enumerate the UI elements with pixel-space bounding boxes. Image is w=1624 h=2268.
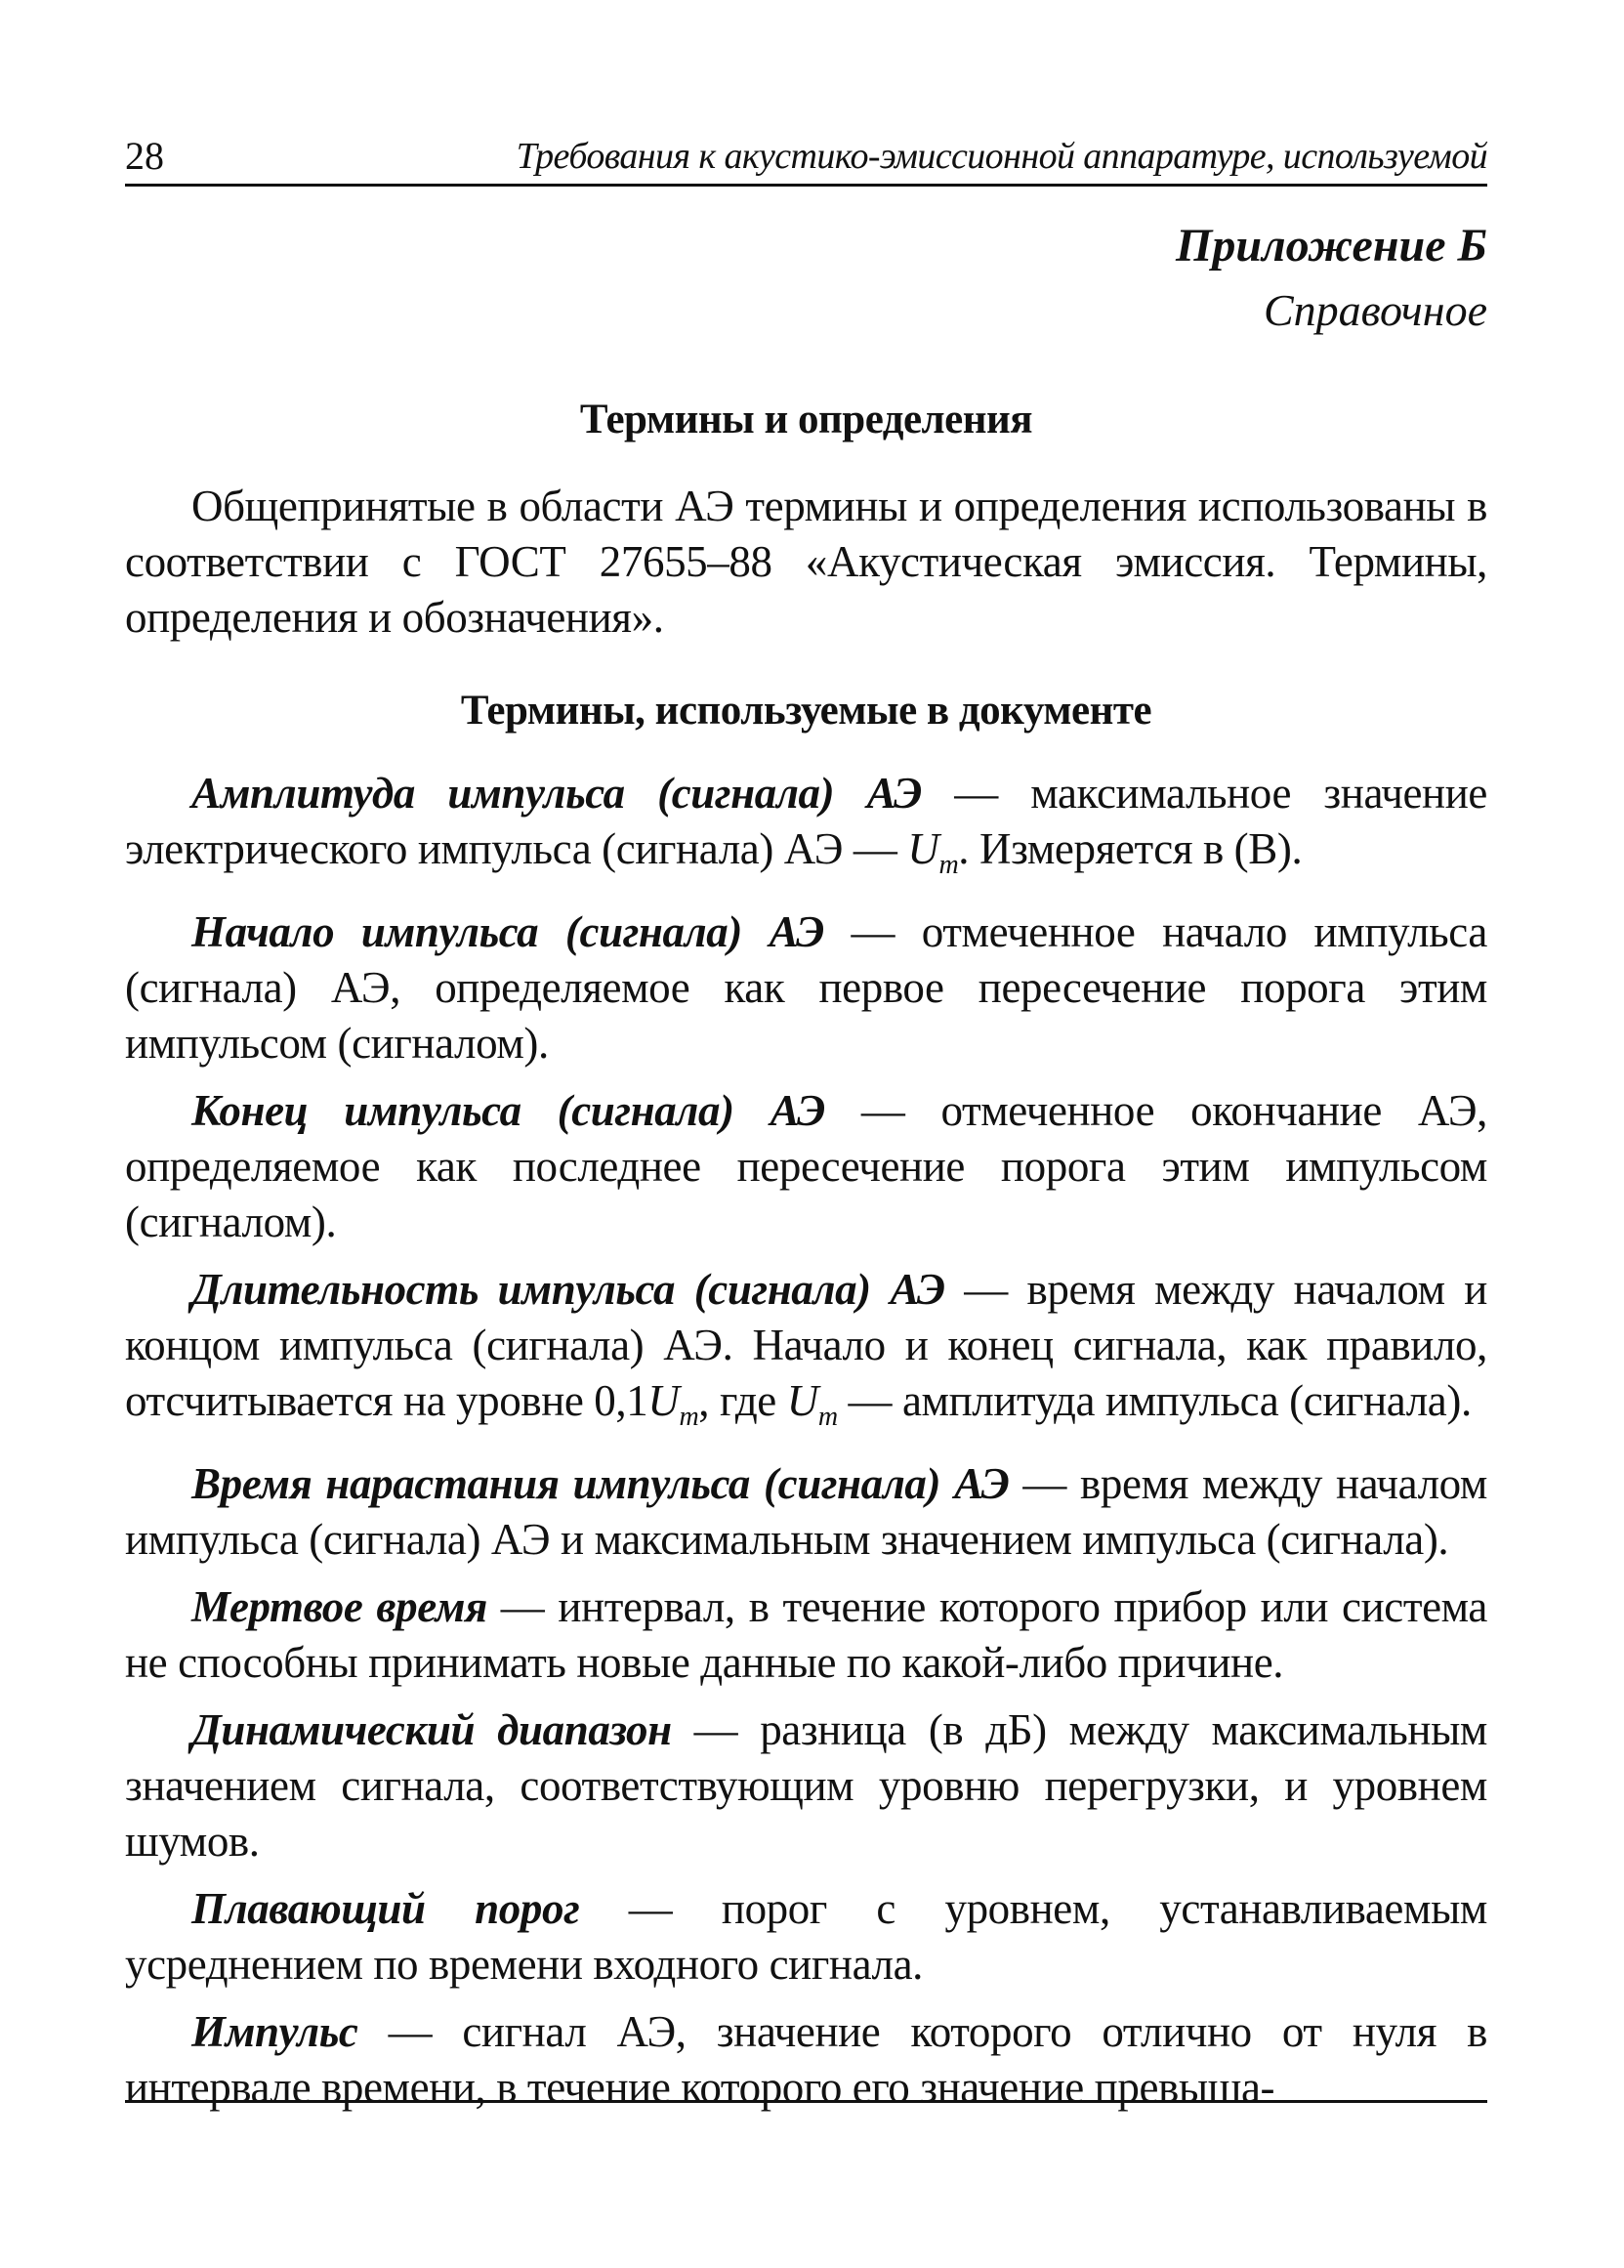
section-heading-terms-and-definitions: Термины и определения	[579, 397, 1033, 442]
appendix-title: Приложение Б	[1176, 220, 1487, 272]
appendix-label	[125, 214, 1487, 343]
page	[125, 125, 1487, 2127]
definition-text: — порог с уровнем, устанавливаемым усреднением по времени входного сигнала.	[125, 1884, 1487, 1989]
definition-term: Время нарастания импульса (сигнала) АЭ	[191, 1459, 1010, 1508]
definition-term: Амплитуда импульса (сигнала) АЭ	[191, 769, 922, 818]
definition-text: — время между началом импульса (сигнала) АЭ и максимальным значением импульса (сигнала).	[125, 1459, 1487, 1564]
running-title: Требования к акустико-эмиссионной аппаратуре, используемой	[516, 136, 1487, 177]
definition-term: Начало импульса (сигнала) АЭ	[191, 907, 824, 956]
definition-text: — максимальное значение электрического импульса (сигнала) АЭ —	[125, 769, 1487, 873]
definition-text: — время между началом и концом импульса (сигнала) АЭ. Начало и конец сигнала, как правило, отсчитывается на уровне 0,1	[125, 1265, 1487, 1425]
footer-rule	[125, 2100, 1487, 2103]
symbol-u: $U_m$	[647, 1376, 699, 1432]
definition-item	[125, 1083, 1487, 1250]
symbol-u: $U_m$	[786, 1376, 838, 1432]
definition-item	[125, 1702, 1487, 1869]
definition-item	[125, 1881, 1487, 1993]
appendix-subtitle: Справочное	[1263, 285, 1487, 335]
definition-item	[125, 766, 1487, 893]
running-header	[125, 125, 1487, 187]
definition-item	[125, 1262, 1487, 1445]
definition-text: — сигнал АЭ, значение которого отлично от нуля в интервале времени, в течение которого его значение превыша-	[125, 2007, 1487, 2112]
page-number: 28	[125, 134, 164, 178]
intro-paragraph: Общепринятые в области АЭ термины и определения использованы в соответствии с ГОСТ 27655–88 «Акустическая эмиссия. Термины, определения и обозначения».	[125, 482, 1487, 642]
definition-text: — отмеченное начало импульса (сигнала) АЭ, определяемое как первое пересечение порога этим импульсом (сигналом).	[125, 907, 1487, 1068]
definition-term: Мертвое время	[191, 1582, 487, 1631]
definition-term: Импульс	[191, 2007, 358, 2056]
symbol-u: $U_m$	[907, 824, 959, 880]
definition-text: — разница (в дБ) между максимальным значением сигнала, соответствующим уровню перегрузки, и уровнем шумов.	[125, 1705, 1487, 1866]
definition-item	[125, 2004, 1487, 2116]
definition-item	[125, 1456, 1487, 1568]
definition-tail: — амплитуда импульса (сигнала).	[837, 1376, 1472, 1425]
definitions-list	[125, 766, 1487, 2116]
definition-tail: . Измеряется в (В).	[958, 824, 1303, 873]
definition-term: Конец импульса (сигнала) АЭ	[191, 1086, 825, 1135]
definition-text: — отмеченное окончание АЭ, определяемое как последнее пересечение порога этим импульсом (сигналом).	[125, 1086, 1487, 1246]
definition-term: Длительность импульса (сигнала) АЭ	[191, 1265, 945, 1314]
definition-term: Плавающий порог	[191, 1884, 580, 1933]
section-heading-document-terms: Термины, используемые в документе	[460, 688, 1152, 734]
definition-text: — интервал, в течение которого прибор или система не способны принимать новые данные по какой-либо причине.	[125, 1582, 1488, 1687]
definition-term: Динамический диапазон	[191, 1705, 672, 1754]
definition-item	[125, 904, 1487, 1071]
definition-item	[125, 1579, 1487, 1691]
definition-mid: , где	[698, 1376, 787, 1425]
